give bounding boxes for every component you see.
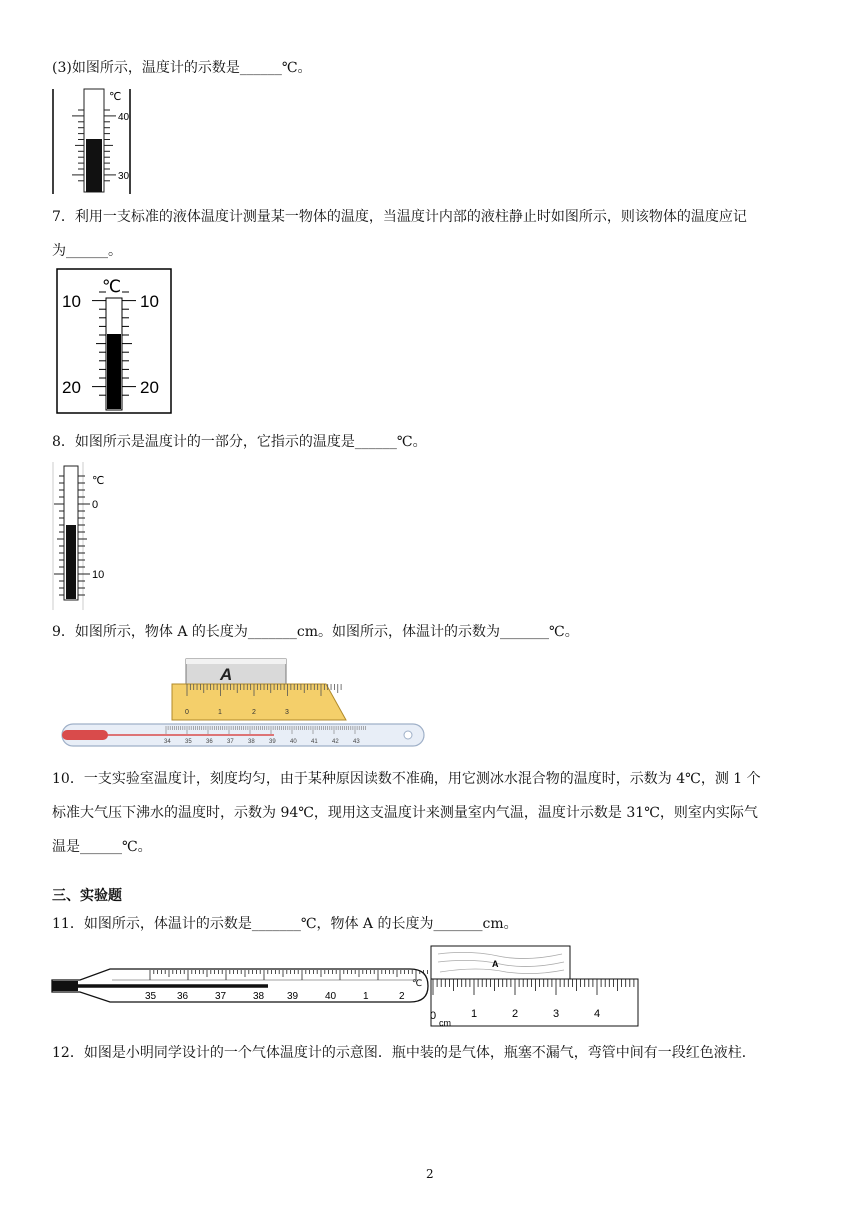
thermo-label-36: 36 — [206, 739, 213, 745]
scale-label-left-20: 20 — [62, 378, 81, 397]
ruler-label-2: 2 — [252, 709, 256, 716]
thermo-label-41: 1 — [363, 991, 369, 1002]
unit-label: ℃ — [109, 91, 122, 103]
section-heading-experiments: 三、实验题 — [52, 888, 122, 904]
thermo-label-36: 36 — [177, 991, 189, 1002]
thermo-label-40: 40 — [290, 739, 297, 745]
thermo-label-38: 38 — [248, 739, 255, 745]
scale-label-0: 0 — [92, 499, 99, 511]
thermometer-figure-q8 — [50, 460, 130, 616]
scale-label-10: 10 — [92, 569, 105, 581]
ruler-label-1: 1 — [471, 1008, 478, 1020]
ruler-label-3: 3 — [285, 709, 289, 716]
thermo-unit: ℃ — [412, 978, 423, 988]
question-10-line-3: 温是______℃。 — [52, 839, 152, 855]
thermo-label-39: 39 — [287, 991, 299, 1002]
block-a-label: A — [220, 665, 233, 684]
question-8-text: 8．如图所示是温度计的一部分，它指示的温度是______℃。 — [52, 434, 427, 450]
question-6-3-text: (3)如图所示，温度计的示数是______℃。 — [52, 60, 312, 76]
ruler-label-4: 4 — [594, 1008, 601, 1020]
page-number: 2 — [426, 1167, 434, 1181]
thermo-label-42: 2 — [399, 991, 405, 1002]
thermometer-and-ruler-figure-q11 — [50, 942, 642, 1034]
unit-label: ℃ — [92, 475, 105, 487]
thermo-label-38: 38 — [253, 991, 265, 1002]
thermo-label-35: 35 — [145, 991, 157, 1002]
ruler-label-0: 0 — [430, 1010, 437, 1022]
scale-label-40: 40 — [118, 112, 130, 123]
question-7-line-1: 7．利用一支标准的液体温度计测量某一物体的温度，当温度计内部的液柱静止时如图所示，则该物体的温度应记 — [52, 209, 747, 225]
ruler-label-2: 2 — [512, 1008, 519, 1020]
scale-label-left-10: 10 — [62, 292, 81, 311]
unit-label: ℃ — [102, 277, 122, 296]
thermo-label-42: 42 — [332, 739, 339, 745]
thermo-label-39: 39 — [269, 739, 276, 745]
question-7-line-2: 为______。 — [52, 243, 122, 259]
scale-label-right-10: 10 — [140, 292, 159, 311]
thermo-label-43: 43 — [353, 739, 360, 745]
question-10-line-2: 标准大气压下沸水的温度时，示数为 94℃，现用这支温度计来测量室内气温，温度计示数是 31℃，则室内实际气 — [52, 805, 758, 821]
block-a-label: A — [492, 959, 499, 969]
scale-label-30: 30 — [118, 171, 130, 182]
ruler-and-thermometer-figure-q9 — [56, 654, 428, 758]
thermo-label-35: 35 — [185, 739, 192, 745]
ruler-label-3: 3 — [553, 1008, 560, 1020]
ruler-label-0: 0 — [185, 709, 189, 716]
thermo-label-40: 40 — [325, 991, 337, 1002]
thermometer-figure-q6 — [50, 86, 140, 200]
thermo-label-37: 37 — [227, 739, 234, 745]
thermo-label-34: 34 — [164, 739, 171, 745]
ruler-label-1: 1 — [218, 709, 222, 716]
thermo-label-37: 37 — [215, 991, 227, 1002]
question-10-line-1: 10．一支实验室温度计，刻度均匀，由于某种原因读数不准确，用它测冰水混合物的温度时，示数为 4℃，测 1 个 — [52, 771, 761, 787]
scale-label-right-20: 20 — [140, 378, 159, 397]
ruler-unit: cm — [439, 1018, 451, 1028]
thermometer-figure-q7 — [56, 268, 174, 420]
question-9-text: 9．如图所示，物体 A 的长度为_______cm。如图所示，体温计的示数为_______℃。 — [52, 624, 579, 640]
question-11-text: 11．如图所示，体温计的示数是_______℃，物体 A 的长度为_______cm。 — [52, 916, 518, 932]
thermo-label-41: 41 — [311, 739, 318, 745]
question-12-text: 12．如图是小明同学设计的一个气体温度计的示意图．瓶中装的是气体，瓶塞不漏气，弯管中间有一段红色液柱． — [52, 1045, 756, 1061]
